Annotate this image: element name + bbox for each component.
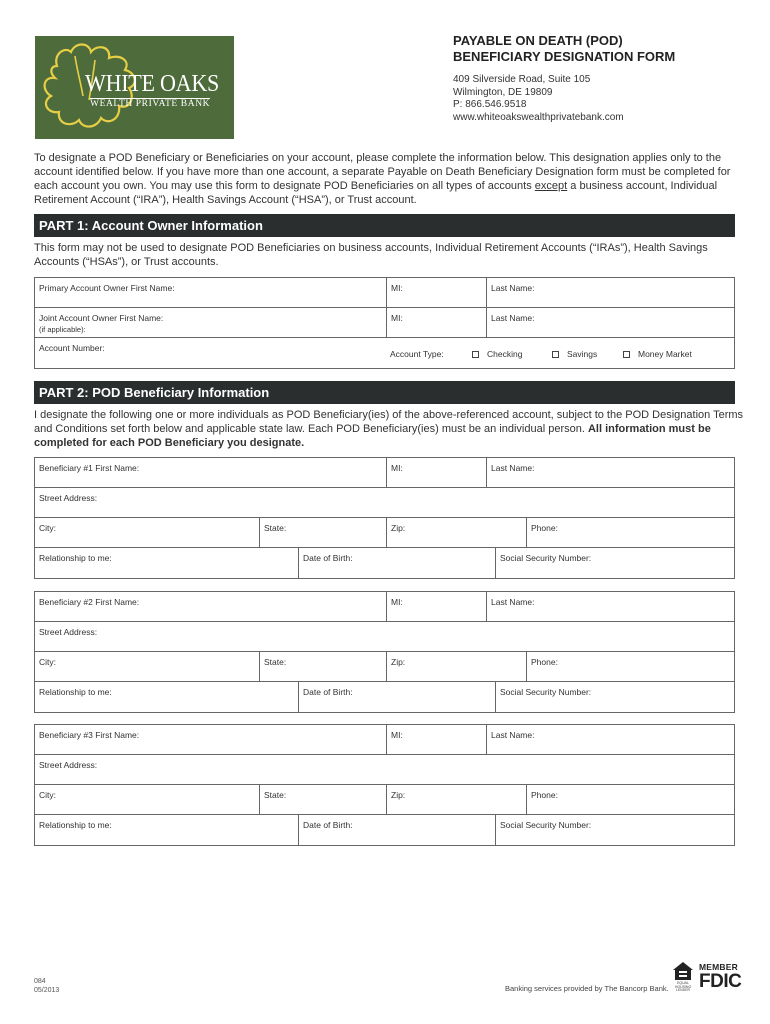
beneficiary-1-first-name-field[interactable] [35, 458, 386, 487]
beneficiary-2-state-label: State: [264, 657, 287, 667]
beneficiary-1-city-label: City: [39, 523, 56, 533]
checking-label: Checking [487, 349, 523, 359]
savings-label: Savings [567, 349, 598, 359]
account-type-label: Account Type: [390, 349, 444, 359]
beneficiary-2-city-field[interactable] [35, 652, 259, 681]
beneficiary-relationship-row [35, 682, 734, 712]
beneficiary-city-row [35, 652, 734, 682]
equal-housing-lender-icon [672, 961, 694, 993]
checking-option[interactable] [472, 349, 522, 359]
form-date: 05/2013 [34, 987, 60, 994]
part2-text-bold: All information must be completed for each POD Beneficiary you designate. [34, 423, 711, 449]
beneficiary-1-ssn-field[interactable] [495, 548, 734, 578]
beneficiary-2-relationship-field[interactable] [35, 682, 298, 712]
beneficiary-3-zip-label: Zip: [391, 790, 406, 800]
beneficiary-2-phone-label: Phone: [531, 657, 558, 667]
fdic-badge [699, 963, 741, 991]
beneficiary-3-street-field[interactable] [35, 755, 734, 784]
beneficiary-name-row [35, 592, 734, 622]
beneficiary-2-relationship-label: Relationship to me: [39, 687, 112, 697]
beneficiary-2-city-label: City: [39, 657, 56, 667]
savings-checkbox[interactable] [552, 351, 559, 358]
fdic-member-label: MEMBER [699, 962, 738, 972]
beneficiary-1-box [34, 457, 735, 579]
form-number: 084 [34, 978, 46, 985]
beneficiary-2-ssn-field[interactable] [495, 682, 734, 712]
beneficiary-3-first-name-label: Beneficiary #3 First Name: [39, 730, 140, 740]
bank-logo [35, 36, 234, 139]
beneficiary-relationship-row [35, 815, 734, 845]
beneficiary-3-box [34, 724, 735, 846]
part2-text [34, 408, 744, 450]
beneficiary-3-zip-field[interactable] [386, 785, 526, 814]
beneficiary-3-last-name-field[interactable] [486, 725, 734, 754]
beneficiary-1-dob-label: Date of Birth: [303, 553, 353, 563]
beneficiary-1-phone-field[interactable] [526, 518, 734, 547]
beneficiary-1-phone-label: Phone: [531, 523, 558, 533]
beneficiary-street-row [35, 488, 734, 518]
logo-name: WHITE OAKS [85, 71, 220, 97]
primary-last-name-label: Last Name: [491, 283, 535, 293]
beneficiary-3-street-label: Street Address: [39, 760, 98, 770]
beneficiary-3-city-label: City: [39, 790, 56, 800]
beneficiary-3-relationship-label: Relationship to me: [39, 820, 112, 830]
beneficiary-3-state-field[interactable] [259, 785, 386, 814]
beneficiary-city-row [35, 518, 734, 548]
beneficiary-1-zip-label: Zip: [391, 523, 406, 533]
beneficiary-street-row [35, 755, 734, 785]
beneficiary-1-mi-field[interactable] [386, 458, 486, 487]
beneficiary-1-dob-field[interactable] [298, 548, 495, 578]
joint-mi-field[interactable] [386, 308, 486, 337]
primary-last-name-field[interactable] [486, 278, 734, 307]
primary-mi-label: MI: [391, 283, 403, 293]
joint-first-name-label: Joint Account Owner First Name: [39, 313, 164, 323]
beneficiary-2-mi-label: MI: [391, 597, 403, 607]
beneficiary-name-row [35, 725, 734, 755]
beneficiary-2-phone-field[interactable] [526, 652, 734, 681]
part1-header: PART 1: Account Owner Information [34, 214, 735, 237]
primary-mi-field[interactable] [386, 278, 486, 307]
beneficiary-1-state-label: State: [264, 523, 287, 533]
logo-subtitle: WEALTH PRIVATE BANK [90, 99, 211, 109]
intro-paragraph [34, 151, 744, 207]
beneficiary-1-zip-field[interactable] [386, 518, 526, 547]
joint-first-name-field[interactable] [35, 308, 386, 337]
beneficiary-2-ssn-label: Social Security Number: [500, 687, 592, 697]
beneficiary-1-relationship-label: Relationship to me: [39, 553, 112, 563]
beneficiary-2-zip-label: Zip: [391, 657, 406, 667]
beneficiary-1-street-label: Street Address: [39, 493, 98, 503]
savings-option[interactable] [552, 349, 597, 359]
beneficiary-1-state-field[interactable] [259, 518, 386, 547]
beneficiary-2-first-name-label: Beneficiary #2 First Name: [39, 597, 140, 607]
account-number-label: Account Number: [39, 343, 105, 353]
beneficiary-2-dob-label: Date of Birth: [303, 687, 353, 697]
joint-last-name-label: Last Name: [491, 313, 535, 323]
beneficiary-3-first-name-field[interactable] [35, 725, 386, 754]
intro-text-1: To designate a POD Beneficiary or Beneficiaries on your account, please complete the information below. This designation applies only to the account identified below. If you have more than one account, a separate Payable on Death Beneficiary Designation form must be completed for each account you own. You may use this form to designate POD Beneficiaries on all types of accounts [34, 152, 731, 192]
beneficiary-3-dob-field[interactable] [298, 815, 495, 845]
joint-last-name-field[interactable] [486, 308, 734, 337]
beneficiary-2-last-name-label: Last Name: [491, 597, 535, 607]
account-number-field[interactable] [35, 338, 375, 368]
fdic-label: FDIC [699, 971, 742, 992]
account-owner-box [34, 277, 735, 369]
beneficiary-2-last-name-field[interactable] [486, 592, 734, 621]
beneficiary-3-ssn-field[interactable] [495, 815, 734, 845]
banking-services-note: Banking services provided by The Bancorp Bank. [505, 984, 669, 993]
address-website[interactable]: www.whiteoakswealthprivatebank.com [453, 111, 624, 123]
beneficiary-city-row [35, 785, 734, 815]
beneficiary-2-dob-field[interactable] [298, 682, 495, 712]
beneficiary-2-street-label: Street Address: [39, 627, 98, 637]
ehl-label: EQUAL HOUSING LENDER [674, 981, 692, 993]
joint-mi-label: MI: [391, 313, 403, 323]
beneficiary-3-mi-label: MI: [391, 730, 403, 740]
beneficiary-2-street-field[interactable] [35, 622, 734, 651]
form-title [453, 33, 675, 65]
beneficiary-3-city-field[interactable] [35, 785, 259, 814]
address-city: Wilmington, DE 19809 [453, 86, 553, 98]
money-market-label: Money Market [638, 349, 692, 359]
joint-owner-row [35, 308, 734, 338]
beneficiary-3-phone-label: Phone: [531, 790, 558, 800]
beneficiary-1-mi-label: MI: [391, 463, 403, 473]
beneficiary-3-phone-field[interactable] [526, 785, 734, 814]
money-market-option[interactable] [623, 349, 692, 359]
beneficiary-1-city-field[interactable] [35, 518, 259, 547]
form-title-line1: PAYABLE ON DEATH (POD) [453, 33, 623, 48]
beneficiary-1-street-field[interactable] [35, 488, 734, 517]
beneficiary-3-state-label: State: [264, 790, 287, 800]
money-market-checkbox[interactable] [623, 351, 630, 358]
account-number-row [35, 338, 734, 368]
beneficiary-3-relationship-field[interactable] [35, 815, 298, 845]
address-phone: P: 866.546.9518 [453, 99, 527, 110]
beneficiary-2-zip-field[interactable] [386, 652, 526, 681]
primary-first-name-field[interactable] [35, 278, 386, 307]
primary-first-name-label: Primary Account Owner First Name: [39, 283, 175, 293]
beneficiary-2-mi-field[interactable] [386, 592, 486, 621]
intro-text-2: a business account, Individual Retirement Account (“IRA”), Health Savings Account (“HSA”), or Trust account. [34, 180, 718, 206]
beneficiary-street-row [35, 622, 734, 652]
beneficiary-2-first-name-field[interactable] [35, 592, 386, 621]
form-title-line2: BENEFICIARY DESIGNATION FORM [453, 49, 676, 64]
beneficiary-1-last-name-label: Last Name: [491, 463, 535, 473]
primary-owner-row [35, 278, 734, 308]
beneficiary-3-last-name-label: Last Name: [491, 730, 535, 740]
beneficiary-2-state-field[interactable] [259, 652, 386, 681]
beneficiary-relationship-row [35, 548, 734, 578]
part2-text-main: I designate the following one or more individuals as POD Beneficiary(ies) of the above-referenced account, subject to the POD Designation Terms and Conditions set forth below and applicable state law. Each POD Beneficiary(ies) must be an individual person. [34, 409, 744, 435]
beneficiary-1-ssn-label: Social Security Number: [500, 553, 592, 563]
beneficiary-name-row [35, 458, 734, 488]
part1-text: This form may not be used to designate POD Beneficiaries on business accounts, Individual Retirement Accounts (“IRAs”), Health Savings Accounts (“HSAs”), or Trust accounts. [34, 242, 708, 268]
beneficiary-3-ssn-label: Social Security Number: [500, 820, 592, 830]
bank-address [453, 74, 624, 124]
beneficiary-2-box [34, 591, 735, 713]
intro-except: except [534, 180, 568, 192]
form-code [34, 977, 59, 995]
beneficiary-1-first-name-label: Beneficiary #1 First Name: [39, 463, 140, 473]
part2-header: PART 2: POD Beneficiary Information [34, 381, 735, 404]
beneficiary-3-dob-label: Date of Birth: [303, 820, 353, 830]
beneficiary-1-last-name-field[interactable] [486, 458, 734, 487]
address-street: 409 Silverside Road, Suite 105 [453, 74, 591, 85]
if-applicable-note: (if applicable): [39, 325, 86, 334]
beneficiary-3-mi-field[interactable] [386, 725, 486, 754]
beneficiary-1-relationship-field[interactable] [35, 548, 298, 578]
checking-checkbox[interactable] [472, 351, 479, 358]
